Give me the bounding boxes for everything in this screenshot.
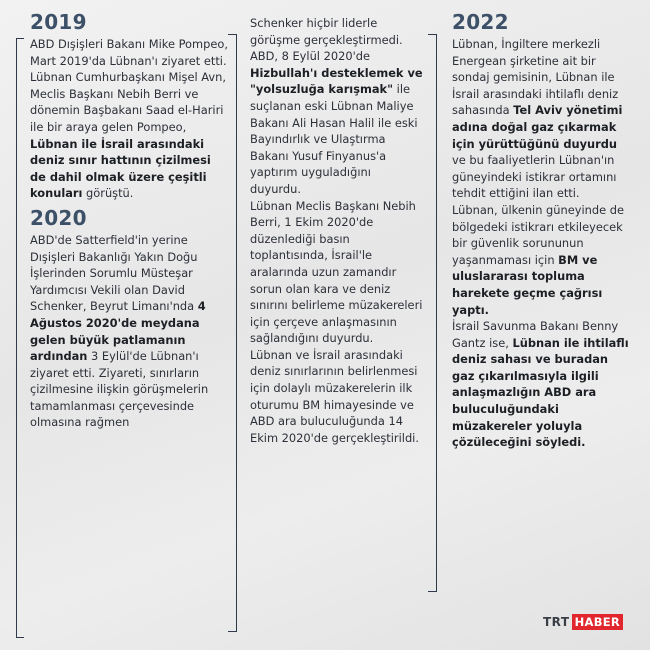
timeline-tick-left-bottom [16, 637, 24, 638]
timeline-tick-right-bottom [428, 591, 436, 592]
paragraph-sanctions [250, 48, 425, 197]
text-segment: ABD Dışişleri Bakanı Mike Pompeo, Mart 2019'da Lübnan'ı ziyaret etti. Lübnan Cumhurbaşkanı Mişel Avn, Meclis Başkanı Nebih Berri ve dönemin Başbakanı Saad el-Hariri ile bir araya gelen Pompeo, [30, 37, 228, 134]
timeline-tick-left-top [16, 38, 24, 39]
text-highlight: Lübnan ile İsrail arasındaki deniz sınır hattının çizilmesi de dahil olmak üzere çeşitli konuları [30, 136, 211, 201]
paragraph-un-call [452, 202, 630, 318]
column-2022 [452, 10, 630, 451]
text-segment: İsrail Savunma Bakanı Benny Gantz ise, [452, 319, 619, 350]
paragraph-gantz [452, 318, 630, 451]
text-highlight: Tel Aviv yönetimi adına doğal gaz çıkarmak için yürüttüğünü duyurdu [452, 103, 623, 151]
paragraph-berri-announcement: Lübnan Meclis Başkanı Nebih Berri, 1 Ekim 2020'de düzenlediği basın toplantısında, İsrail'le aralarında uzun zamandır sorun olan kara ve deniz sınırını belirleme müzakereleri için çerçeve anlaşmasının sağlandığını duyurdu. [250, 198, 423, 346]
logo-haber-text: HABER [572, 614, 624, 630]
timeline-line-left [16, 38, 17, 638]
text-highlight: 4 Ağustos 2020'de meydana gelen büyük patlamanın ardından [30, 299, 206, 364]
text-highlight: Hizbullah'ı desteklemek ve "yolsuzluğa karışmak" [250, 65, 423, 97]
text-segment: görüştü. [82, 186, 134, 201]
text-segment: 3 Eylül'de Lübnan'ı ziyaret etti. Ziyareti, sınırların çizilmesine ilişkin görüşmelerin tamamlanması çerçevesinde olmasına rağmen [30, 349, 209, 430]
text-segment: ABD, 8 Eylül 2020'de [250, 49, 370, 64]
text-segment: ile suçlanan eski Lübnan Maliye Bakanı Ali Hasan Halil ile eski Bayındırlık ve Ulaştırma Bakanı Yusuf Finyanus'a yaptırım uyguladığını duyurdu. [250, 82, 418, 196]
column-2020-continued [250, 15, 425, 446]
text-segment: Lübnan, İngiltere merkezli Energean şirketine ait bir sondaj gemisinin, Lübnan ile İsrail arasındaki ihtilaflı deniz sahasında [452, 37, 619, 118]
paragraph-first-session: Lübnan ve İsrail arasındaki deniz sınırlarının belirlenmesi için dolaylı müzakerelerin ilk oturumu BM himayesinde ve ABD ara buluculuğunda 14 Ekim 2020'de gerçekleştirildi. [250, 347, 419, 445]
paragraph-schenker-cont: Schenker hiçbir liderle görüşme gerçekleştirmedi. [250, 16, 403, 47]
year-heading-2019: 2019 [30, 10, 87, 34]
text-segment: ve bu faaliyetlerin Lübnan'ın güneyindeki istikrar ortamını tehdit ettiğini ilan etti. [452, 153, 617, 201]
text-highlight: BM ve uluslararası topluma harekete geçme çağrısı yaptı. [452, 252, 603, 317]
year-heading-2020: 2020 [30, 205, 87, 230]
paragraph-2019 [30, 36, 230, 202]
column-2019-2020 [30, 10, 230, 431]
timeline-line-middle [236, 34, 237, 632]
text-segment: ABD'de Satterfield'in yerine Dışişleri Bakanlığı Yakın Doğu İşlerinden Sorumlu Müsteşar Yardımcısı Vekili olan David Schenker, Beyrut Limanı'nda [30, 232, 198, 314]
logo-trt-text: TRT [543, 615, 570, 629]
paragraph-2020-schenker [30, 232, 230, 431]
trt-haber-logo [543, 613, 623, 631]
paragraph-energean [452, 36, 630, 202]
text-highlight: Lübnan ile ihtilaflı deniz sahası ve buradan gaz çıkarılmasıyla ilgili anlaşmazlığın ABD ara buluculuğundaki müzakereler yoluyla çözüleceğini söyledi. [452, 335, 629, 450]
year-heading-2022: 2022 [452, 10, 509, 34]
timeline-line-right [436, 34, 437, 592]
text-segment: Lübnan, ülkenin güneyinde de bölgedeki istikrarı etkileyecek bir güvenlik sorununun yaşanmaması için [452, 202, 624, 267]
timeline-tick-middle-bottom [228, 631, 236, 632]
timeline-tick-right-top [428, 34, 436, 35]
